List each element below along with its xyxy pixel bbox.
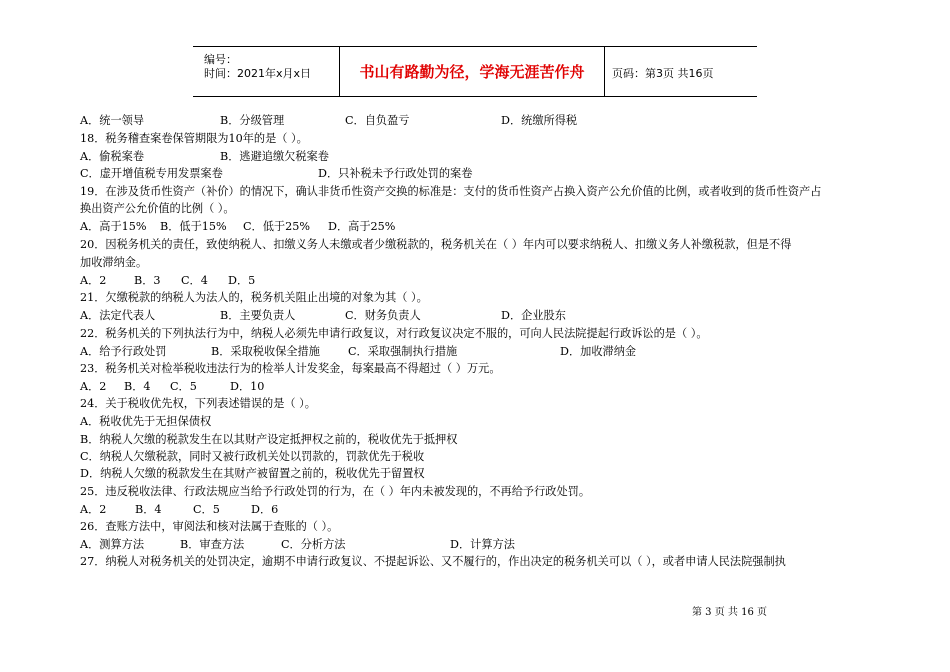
option-c: C．财务负责人 [345,309,421,322]
option-c: C．采取强制执行措施 [348,345,458,358]
options-q20 [80,274,880,288]
option-a: A．给予行政处罚 [80,345,167,358]
question-20-cont: 加收滞纳金。 [80,256,148,269]
option-b: B．3 [134,274,161,287]
document-number-label: 编号： [204,53,237,66]
page-header [193,46,757,97]
option-d: D．高于25% [328,220,396,233]
header-page-cell [604,47,757,96]
options-q26 [80,538,880,552]
option-b: B．主要负责人 [220,309,296,322]
option-c: C．4 [181,274,208,287]
option-c: C．虚开增值税专用发票案卷 [80,167,223,180]
option-d: D．加收滞纳金 [560,345,637,358]
option-a: A．偷税案卷 [80,150,145,163]
question-19: 19．在涉及货币性资产（补价）的情况下，确认非货币性资产交换的标准是：支付的货币性资产占换入资产公允价值的比例，或者收到的货币性资产占 [80,185,822,198]
options-q25 [80,503,880,517]
question-25: 25．违反税收法律、行政法规应当给予行政处罚的行为，在（ ）年内未被发现的，不再给予行政处罚。 [80,485,591,498]
option-a: A．测算方法 [80,538,145,551]
option-a: A．法定代表人 [80,309,156,322]
options-q22 [80,345,880,359]
option-b: B．采取税收保全措施 [211,345,320,358]
option-d: D．计算方法 [450,538,515,551]
option-b: B．逃避追缴欠税案卷 [220,150,329,163]
option-b: B．4 [135,503,162,516]
option-d: D．纳税人欠缴的税款发生在其财产被留置之前的，税收优先于留置权 [80,467,425,480]
option-a: A．统一领导 [80,114,145,127]
option-c: C．5 [193,503,220,516]
option-b: B．低于15% [160,220,227,233]
option-c: C．纳税人欠缴税款，同时又被行政机关处以罚款的，罚款优先于税收 [80,450,425,463]
header-info-cell [193,47,339,96]
options-q19 [80,220,880,234]
page-number-label: 页码：第3页 共16页 [612,67,714,80]
option-b: B．纳税人欠缴的税款发生在以其财产设定抵押权之前的，税收优先于抵押权 [80,433,458,446]
question-20: 20．因税务机关的责任，致使纳税人、扣缴义务人未缴或者少缴税款的，税务机关在（ ）年内可以要求纳税人、扣缴义务人补缴税款，但是不得 [80,238,792,251]
option-c: C．低于25% [243,220,310,233]
option-a: A．2 [80,274,107,287]
options-q23 [80,380,880,394]
question-18: 18．税务稽查案卷保管期限为10年的是（ ）。 [80,132,308,145]
document-date: 时间：2021年x月x日 [204,67,312,80]
options-q21 [80,309,880,323]
question-26: 26．查账方法中，审阅法和核对法属于查账的（ ）。 [80,520,339,533]
option-a: A．高于15% [80,220,147,233]
option-d: D．5 [228,274,256,287]
option-d: D．只补税未予行政处罚的案卷 [318,167,473,180]
option-b: B．4 [124,380,151,393]
question-23: 23．税务机关对检举税收违法行为的检举人计发奖金，每案最高不得超过（ ）万元。 [80,362,501,375]
option-b: B．审查方法 [180,538,245,551]
option-c: C．分析方法 [281,538,346,551]
option-c: C．5 [170,380,197,393]
options-q17 [80,114,880,128]
page-footer: 第 3 页 共 16 页 [692,607,767,618]
option-c: C．自负盈亏 [345,114,410,127]
options-q18-ab [80,150,880,164]
question-21: 21．欠缴税款的纳税人为法人的，税务机关阻止出境的对象为其（ ）。 [80,291,428,304]
options-q18-cd [80,167,880,181]
option-a: A．税收优先于无担保债权 [80,415,212,428]
option-a: A．2 [80,503,107,516]
option-d: D．10 [230,380,265,393]
question-27: 27．纳税人对税务机关的处罚决定，逾期不申请行政复议、不提起诉讼、又不履行的，作出决定的税务机关可以（ ），或者申请人民法院强制执 [80,555,786,568]
option-d: D．企业股东 [501,309,566,322]
question-19-cont: 换出资产公允价值的比例（ ）。 [80,202,235,215]
option-b: B．分级管理 [220,114,285,127]
header-motto-cell [339,47,605,96]
question-24: 24．关于税收优先权，下列表述错误的是（ ）。 [80,397,316,410]
option-d: D．6 [251,503,279,516]
question-22: 22．税务机关的下列执法行为中，纳税人必须先申请行政复议，对行政复议决定不服的，可向人民法院提起行政诉讼的是（ ）。 [80,327,708,340]
motto: 书山有路勤为径，学海无涯苦作舟 [359,63,585,81]
option-d: D．统缴所得税 [501,114,578,127]
option-a: A．2 [80,380,107,393]
